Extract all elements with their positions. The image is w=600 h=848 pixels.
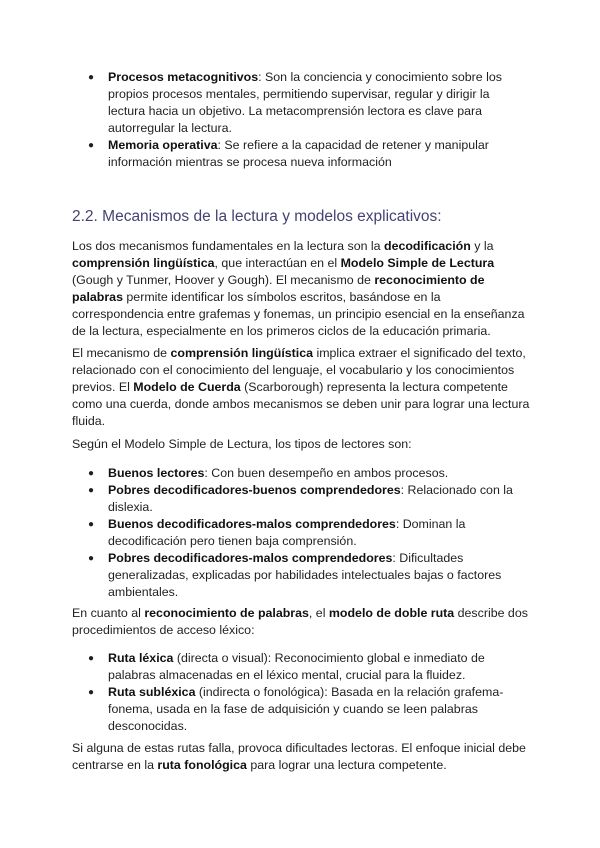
term: Memoria operativa (108, 138, 218, 152)
list-item: ● Buenos decodificadores-malos comprendedores: Dominan la decodificación pero tienen baja comprensión. (88, 517, 466, 548)
list-item: ● Buenos lectores: Con buen desempeño en ambos procesos. (88, 466, 449, 480)
paragraph-conclusion: Si alguna de estas rutas falla, provoca dificultades lectoras. El enfoque inicial debe centrarse en la ruta fonológica para lograr una lectura competente. (72, 741, 526, 772)
routes-list (88, 650, 528, 735)
term: Procesos metacognitivos (108, 70, 259, 84)
reader-types-list (88, 465, 528, 601)
bullet-icon: ● (88, 485, 95, 496)
list-item: ● Pobres decodificadores-buenos comprendedores: Relacionado con la dislexia. (88, 483, 513, 514)
paragraph-reader-types-intro: Según el Modelo Simple de Lectura, los tipos de lectores son: (72, 437, 412, 451)
paragraph-comprehension: El mecanismo de comprensión lingüística implica extraer el significado del texto, relacionado con el conocimiento del lenguaje, el vocabulario y los conocimientos previos. El Modelo de Cuerda (Scarborough) representa la lectura competente como una cuerda, donde ambos mecanismos se deben unir para lograr una lectura fluida. (72, 346, 530, 428)
definition: : Se refiere a la capacidad de retener y manipular información mientras se procesa nueva información (108, 138, 489, 169)
list-item (88, 137, 528, 171)
paragraph-word-recognition: En cuanto al reconocimiento de palabras, el modelo de doble ruta describe dos procedimientos de acceso léxico: (72, 606, 528, 637)
bullet-icon: ● (88, 687, 95, 698)
list-item (88, 69, 528, 137)
bullet-icon: ● (88, 468, 95, 479)
top-bullet-list (88, 69, 528, 171)
list-item: ● Ruta subléxica (indirecta o fonológica): Basada en la relación grafema-fonema, usada en la fase de adquisición y cuando se leen palabras desconocidas. (88, 685, 504, 733)
list-item: ● Ruta léxica (directa o visual): Reconocimiento global e inmediato de palabras almacenadas en el léxico mental, crucial para la fluidez. (88, 651, 485, 682)
bullet-icon: ● (88, 72, 95, 83)
definition: : Son la conciencia y conocimiento sobre los propios procesos mentales, permitiendo supervisar, regular y dirigir la lectura hacia un objetivo. La metacomprensión lectora es clave para autorregular la lectura. (108, 70, 502, 135)
bullet-icon: ● (88, 653, 95, 664)
paragraph-mechanisms: Los dos mecanismos fundamentales en la lectura son la decodificación y la comprensión lingüística, que interactúan en el Modelo Simple de Lectura (Gough y Tunmer, Hoover y Gough). El mecanismo de reconocimiento de palabras permite identificar los símbolos escritos, basándose en la correspondencia entre grafemas y fonemas, un principio esencial en la enseñanza de la lectura, especialmente en los primeros ciclos de la educación primaria. (72, 239, 525, 338)
bullet-icon: ● (88, 553, 95, 564)
bullet-icon: ● (88, 140, 95, 151)
list-item: ● Pobres decodificadores-malos comprendedores: Dificultades generalizadas, explicadas por habilidades intelectuales bajas o factores ambientales. (88, 551, 502, 599)
section-heading: 2.2. Mecanismos de la lectura y modelos explicativos: (72, 208, 442, 225)
bullet-icon: ● (88, 519, 95, 530)
